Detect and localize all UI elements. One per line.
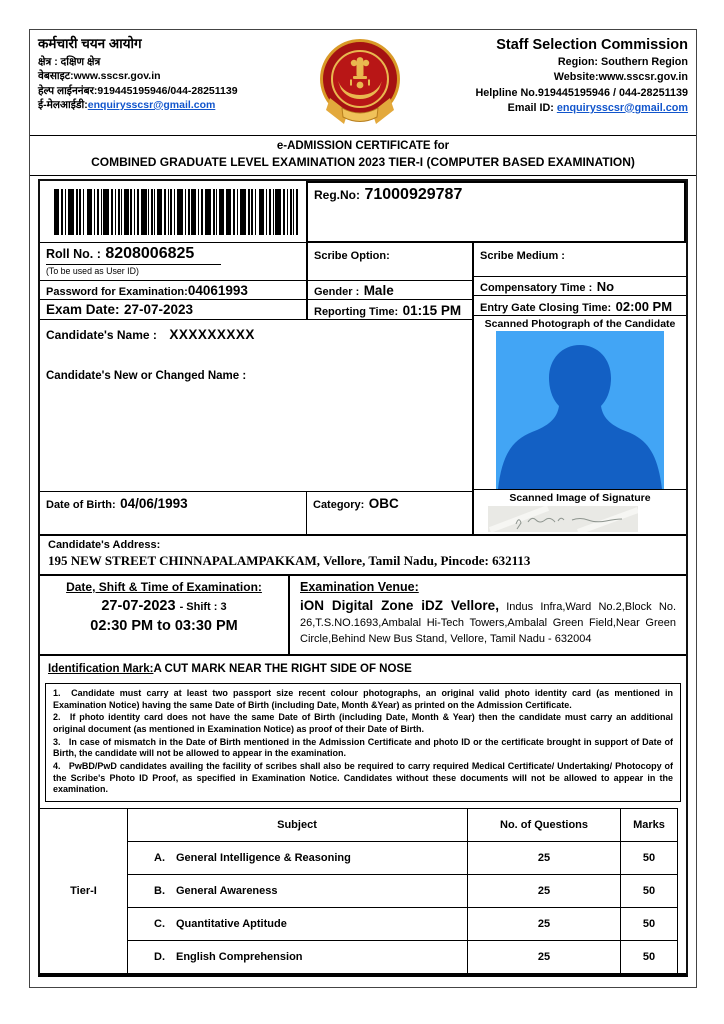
regno-value: 71000929787 <box>364 186 463 203</box>
address-label: Candidate's Address: <box>48 539 161 551</box>
ssc-logo-icon <box>314 36 406 128</box>
password-label: Password for Examination: <box>46 286 188 298</box>
regno-label: Reg.No: <box>314 188 360 202</box>
gender-value: Male <box>363 283 394 298</box>
email-link-hindi[interactable]: enquirysscsr@gmail.com <box>87 98 216 111</box>
rollno-label: Roll No. : <box>46 247 101 261</box>
schedule-heading: Date, Shift & Time of Examination: <box>66 580 262 594</box>
region-hindi: क्षेत्र : दक्षिण क्षेत्र <box>38 56 101 69</box>
tier-cell: Tier-I <box>40 809 128 974</box>
table-row: C. Quantitative Aptitude 25 50 <box>40 908 678 941</box>
scribe-option <box>306 243 472 281</box>
instructions-box <box>45 683 681 802</box>
instruction-item: 1. Candidate must carry at least two passport size recent colour photographs, an original valid photo identity card (as mentioned in Examination Notice) having the same Date of Birth (including Date, Month &Year) as printed on the Admission Certificate. <box>53 687 673 710</box>
identification-mark <box>40 656 686 681</box>
header-hindi-block <box>38 35 300 112</box>
schedule-date: 27-07-2023 - Shift : 3 <box>101 598 227 614</box>
changed-name-label: Candidate's New or Changed Name : <box>46 370 247 382</box>
entry-gate-value: 02:00 PM <box>615 298 673 314</box>
dob-value: 04/06/1993 <box>120 496 188 511</box>
instruction-item: 3. In case of mismatch in the Date of Birth mentioned in the Admission Certificate and photo ID or the certificate brought in support of Date of Birth, the candidate will not be allowed to appear in the examination. <box>53 736 673 759</box>
entry-gate-closing <box>474 296 686 316</box>
category-label: Category: <box>313 499 365 511</box>
instruction-item: 4. PwBD/PwD candidates availing the facility of scribes shall also be required to carry required Medical Certificate/ Undertaking/ Photocopy of the Scribe's Photo ID Proof, as specified in Examination Notice. Candidates without these documents will not be allowed to appear in the examination. <box>53 760 673 795</box>
exam-date <box>40 300 306 320</box>
rollno-note: (To be used as User ID) <box>46 266 139 276</box>
subjects-table <box>40 808 678 973</box>
ssc-logo <box>314 36 406 128</box>
reporting-value: 01:15 PM <box>402 303 462 318</box>
venue-name: iON Digital Zone iDZ Vellore, <box>300 598 499 613</box>
subjects-table-area <box>40 806 686 973</box>
candidate-photo-image <box>496 331 664 489</box>
org-name: Staff Selection Commission <box>496 37 688 53</box>
barcode <box>40 181 306 243</box>
scribe-medium-label: Scribe Medium : <box>480 250 565 262</box>
signature-label: Scanned Image of Signature <box>474 489 686 505</box>
comp-time-label: Compensatory Time : <box>480 281 593 294</box>
email-link[interactable]: enquirysscsr@gmail.com <box>556 101 688 114</box>
category <box>306 492 472 534</box>
table-row: A. General Intelligence & Reasoning 25 50 <box>40 842 678 875</box>
email-hindi: ई-मेलआईडी:enquirysscsr@gmail.com <box>38 98 216 111</box>
email: Email ID: enquirysscsr@gmail.com <box>507 101 688 114</box>
candidate-names <box>40 320 472 492</box>
exam-date-label: Exam Date: <box>46 302 120 317</box>
registration-number <box>306 181 686 243</box>
exam-venue <box>290 576 686 654</box>
address-value: 195 NEW STREET CHINNAPALAMPAKKAM, Vellore, Tamil Nadu, Pincode: 632113 <box>48 553 531 568</box>
candidate-name-label: Candidate's Name : <box>46 328 157 342</box>
header-english-block <box>420 35 688 116</box>
identification-value: A CUT MARK NEAR THE RIGHT SIDE OF NOSE <box>153 662 412 675</box>
reporting-label: Reporting Time: <box>314 306 399 318</box>
roll-number <box>40 243 306 281</box>
category-value: OBC <box>368 496 399 511</box>
region: Region: Southern Region <box>557 56 688 69</box>
admission-certificate-page <box>29 29 697 988</box>
exam-schedule <box>40 576 290 654</box>
identification-label: Identification Mark: <box>48 662 154 675</box>
rollno-value: 8208006825 <box>105 245 195 262</box>
col-header-subject: Subject <box>128 809 468 842</box>
photo-column <box>472 243 686 534</box>
title-line1: e-ADMISSION CERTIFICATE for <box>276 140 450 152</box>
photo-label: Scanned Photograph of the Candidate <box>484 317 676 330</box>
schedule-venue-row <box>40 576 686 656</box>
gender-label: Gender : <box>314 286 360 298</box>
entry-gate-label: Entry Gate Closing Time: <box>480 301 612 314</box>
barcode-icon <box>52 189 300 235</box>
table-row: D. English Comprehension 25 50 <box>40 941 678 974</box>
gender <box>306 281 472 300</box>
exam-date-value: 27-07-2023 <box>124 302 194 317</box>
signature-image <box>488 506 638 532</box>
password-value: 04061993 <box>187 283 248 298</box>
reporting-time <box>306 300 472 320</box>
certificate-title <box>30 136 696 176</box>
dob-label: Date of Birth: <box>46 499 116 511</box>
scribe-option-label: Scribe Option: <box>314 250 390 262</box>
header-logo-area <box>300 35 420 128</box>
date-of-birth <box>40 492 306 534</box>
compensatory-time <box>474 277 686 296</box>
header <box>30 30 696 136</box>
candidate-address <box>40 534 686 576</box>
table-header-row <box>40 809 678 842</box>
title-line2: COMBINED GRADUATE LEVEL EXAMINATION 2023 TIER-I (COMPUTER BASED EXAMINATION) <box>91 155 635 169</box>
helpline: Helpline No.919445195946 / 044-28251139 <box>475 86 688 99</box>
candidate-signature <box>474 505 686 534</box>
candidate-photo <box>474 331 686 489</box>
instruction-item: 2. If photo identity card does not have the same Date of Birth (including Date, Month & Year) then the candidate must carry an additional original document (as mentioned in Examination Notice) as proof of their Date of Birth. <box>53 712 673 734</box>
candidate-name-value: XXXXXXXXX <box>169 327 255 342</box>
scribe-medium <box>474 243 686 277</box>
website-hindi: वेबसाइट:www.sscsr.gov.in <box>38 70 161 83</box>
org-name-hindi: कर्मचारी चयन आयोग <box>38 36 142 51</box>
helpline-hindi: हेल्प लाईननंबर:919445195946/044-28251139 <box>38 84 238 97</box>
venue-address: Indus Infra,Ward No.2,Block No. 26,T.S.NO.1693,Ambalal Hi-Tech Towers,Ambalal Green Field,Near Green Circle,Behind New Bus Stand, Vellore, Tamil Nadu - 632004 <box>300 601 677 645</box>
venue-heading: Examination Venue: <box>300 580 419 594</box>
col-header-marks: Marks <box>621 809 678 842</box>
table-row: B. General Awareness 25 50 <box>40 875 678 908</box>
comp-time-value: No <box>596 278 615 294</box>
website: Website:www.sscsr.gov.in <box>553 71 688 84</box>
schedule-time: 02:30 PM to 03:30 PM <box>90 618 238 634</box>
exam-password <box>40 281 306 300</box>
schedule-shift: - Shift : 3 <box>179 601 227 613</box>
main-content-box <box>38 179 688 977</box>
col-header-questions: No. of Questions <box>468 809 621 842</box>
